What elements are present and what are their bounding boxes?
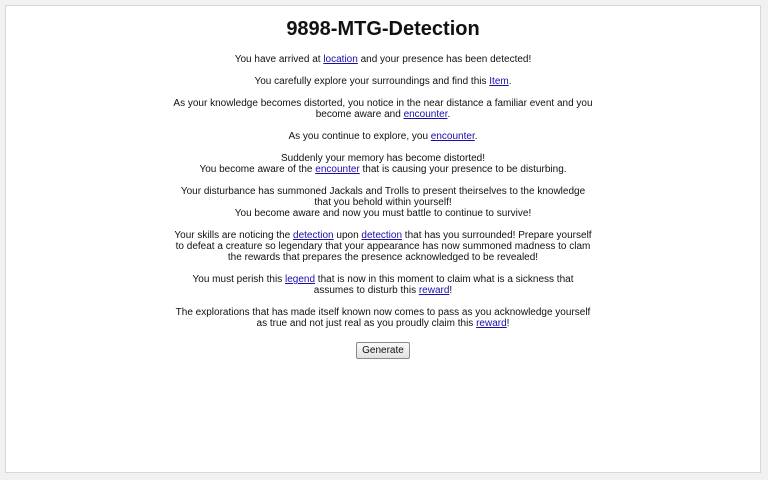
link-item[interactable]: Item [489, 76, 509, 87]
paragraph-explore [173, 76, 593, 87]
paragraph-skills [173, 230, 593, 263]
paragraph-explorations [173, 307, 593, 329]
text: . [474, 131, 478, 142]
text: You become aware of the [199, 164, 316, 175]
text: upon [333, 230, 362, 241]
text: and your presence has been detected! [357, 54, 532, 65]
link-reward-1[interactable]: reward [418, 285, 450, 296]
link-detection-2[interactable]: detection [361, 230, 403, 241]
text: . [508, 76, 512, 87]
paragraph-disturbance [173, 186, 593, 219]
link-legend[interactable]: legend [285, 274, 316, 285]
text: Your disturbance has summoned Jackals and Trolls to present theirselves to the knowledge that you behold within yourself! [180, 186, 586, 208]
link-encounter-3[interactable]: encounter [315, 164, 360, 175]
text: ! [506, 318, 510, 329]
text: You must perish this [192, 274, 285, 285]
paragraph-distorted [173, 98, 593, 120]
text: that is now in this moment to claim what is a sickness that assumes to disturb this [313, 274, 574, 296]
paragraph-memory [173, 153, 593, 175]
text: You become aware and now you must battle to continue to survive! [234, 208, 532, 219]
generate-button[interactable]: Generate [356, 342, 410, 359]
story-content [173, 16, 593, 359]
text: As you continue to explore, you [288, 131, 431, 142]
paragraph-arrival [173, 54, 593, 65]
link-reward-2[interactable]: reward [476, 318, 507, 329]
link-encounter-1[interactable]: encounter [403, 109, 448, 120]
text: As your knowledge becomes distorted, you notice in the near distance a familiar event and you become aware and [173, 98, 593, 120]
text: Your skills are noticing the [174, 230, 294, 241]
link-location[interactable]: location [323, 54, 358, 65]
page-card [5, 5, 761, 473]
text: Suddenly your memory has become distorted! [281, 153, 485, 164]
text: The explorations that has made itself known now comes to pass as you acknowledge yourself as true and not just real as you proudly claim this [175, 307, 591, 329]
text: that is causing your presence to be disturbing. [359, 164, 567, 175]
link-encounter-2[interactable]: encounter [430, 131, 475, 142]
paragraph-continue [173, 131, 593, 142]
page-title: 9898-MTG-Detection [286, 18, 480, 40]
paragraph-perish [173, 274, 593, 296]
text: ! [449, 285, 453, 296]
text: You carefully explore your surroundings and find this [254, 76, 490, 87]
text: . [447, 109, 451, 120]
text: that has you surrounded! Prepare yourself to defeat a creature so legendary that your appearance has now summoned madness to clam the rewards that prepares the presence acknowledged to be revealed! [175, 230, 592, 263]
text: You have arrived at [234, 54, 324, 65]
link-detection-1[interactable]: detection [293, 230, 334, 241]
